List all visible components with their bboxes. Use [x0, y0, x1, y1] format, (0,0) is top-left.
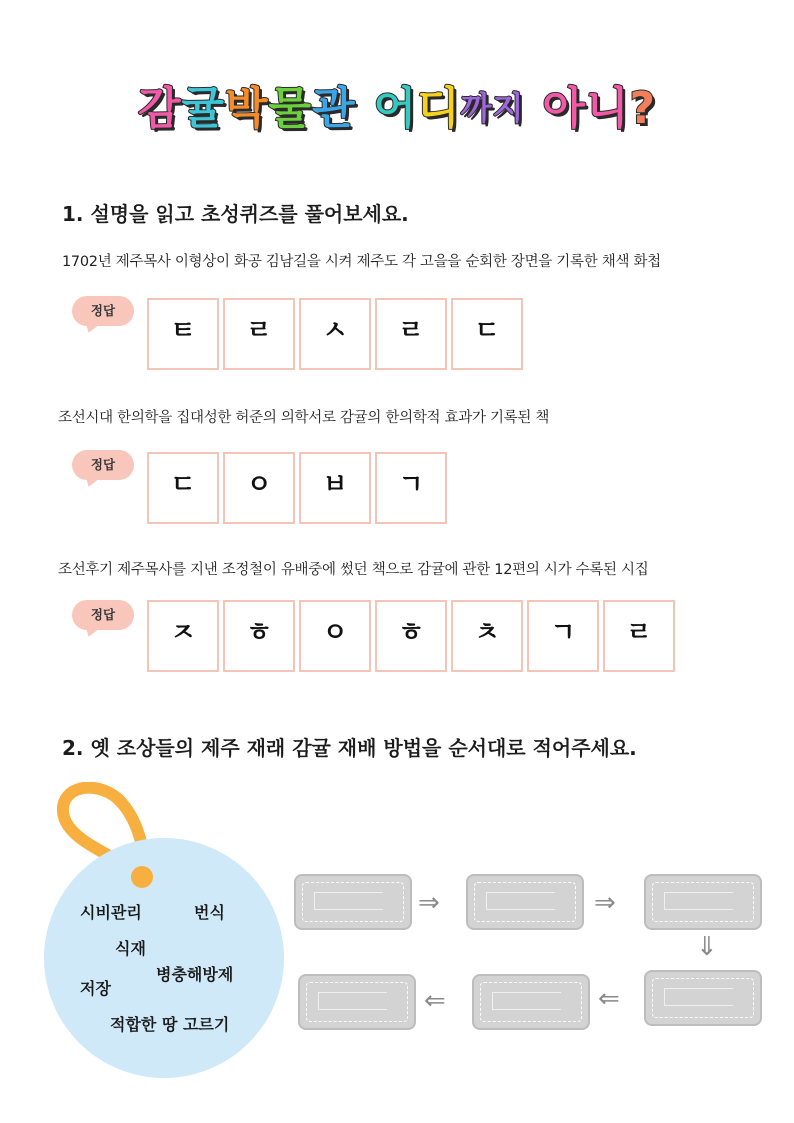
title-char-10: 니: [585, 83, 630, 134]
step-slot-1[interactable]: [296, 876, 410, 928]
title-char-7: 디: [417, 83, 461, 134]
answer-box[interactable]: ㄷ: [451, 298, 523, 370]
arrow-left-icon: ⇐: [424, 986, 446, 1016]
answer-box[interactable]: ㅅ: [299, 298, 371, 370]
answer-box[interactable]: ㅈ: [147, 600, 219, 672]
title-char-4: 물: [268, 83, 313, 134]
title-char-3: 박: [225, 83, 269, 134]
word-bank-item: 저장: [80, 979, 111, 998]
question-1-text: 1702년 제주목사 이형상이 화공 김남길을 시켜 제주도 각 고을을 순회한 장면을 기록한 채색 화첩: [62, 254, 661, 270]
arrow-right-icon: ⇒: [594, 888, 616, 918]
answer-box[interactable]: ㅂ: [299, 452, 371, 524]
title-char-1: 감: [138, 83, 182, 134]
arrow-right-icon: ⇒: [418, 888, 440, 918]
answer-box[interactable]: ㄹ: [375, 298, 447, 370]
answer-box[interactable]: ㅎ: [375, 600, 447, 672]
step-slot-3[interactable]: [646, 876, 760, 928]
arrow-left-icon: ⇐: [598, 984, 620, 1014]
answer-badge-2: 정답: [72, 450, 134, 480]
title-char-6: 어: [373, 83, 418, 134]
answer-box[interactable]: ㄷ: [147, 452, 219, 524]
answer-box[interactable]: ㄱ: [375, 452, 447, 524]
word-bank-item: 적합한 땅 고르기: [110, 1015, 230, 1034]
answer-badge-3: 정답: [72, 600, 134, 630]
answer-box[interactable]: ㅇ: [223, 452, 295, 524]
section2-heading: 2. 옛 조상들의 제주 재래 감귤 재배 방법을 순서대로 적어주세요.: [62, 736, 637, 760]
answer-box[interactable]: ㅊ: [451, 600, 523, 672]
tag-hole-icon: [131, 866, 153, 888]
word-bank-tag: [44, 838, 284, 1078]
question-3-text: 조선후기 제주목사를 지낸 조정철이 유배중에 썼던 책으로 감귤에 관한 12편의 시가 수록된 시집: [58, 562, 649, 578]
word-bank-item: 병충해방제: [156, 965, 234, 984]
section1-heading: 1. 설명을 읽고 초성퀴즈를 풀어보세요.: [62, 202, 409, 226]
arrow-down-icon: ⇓: [696, 932, 718, 962]
step-slot-4[interactable]: [646, 972, 760, 1024]
step-slot-2[interactable]: [468, 876, 582, 928]
page-title: [0, 72, 794, 136]
title-char-2: 귤: [181, 83, 226, 134]
title-char-8: 까지: [460, 89, 525, 127]
answer-box[interactable]: ㅌ: [147, 298, 219, 370]
title-char-11: ?: [629, 83, 656, 134]
answer-box[interactable]: ㄱ: [527, 600, 599, 672]
step-slot-5[interactable]: [474, 976, 588, 1028]
title-char-5: 관: [312, 83, 356, 134]
step-slot-6[interactable]: [300, 976, 414, 1028]
answer-box[interactable]: ㄹ: [223, 298, 295, 370]
answer-box[interactable]: ㅎ: [223, 600, 295, 672]
question-2-text: 조선시대 한의학을 집대성한 허준의 의학서로 감귤의 한의학적 효과가 기록된 책: [58, 410, 550, 426]
answer-box[interactable]: ㄹ: [603, 600, 675, 672]
word-bank-item: 식재: [115, 939, 146, 958]
answer-badge-1: 정답: [72, 296, 134, 326]
word-bank-item: 시비관리: [80, 903, 142, 922]
answer-box[interactable]: ㅇ: [299, 600, 371, 672]
word-bank-item: 번식: [194, 903, 225, 922]
title-char-9: 아: [542, 83, 586, 134]
